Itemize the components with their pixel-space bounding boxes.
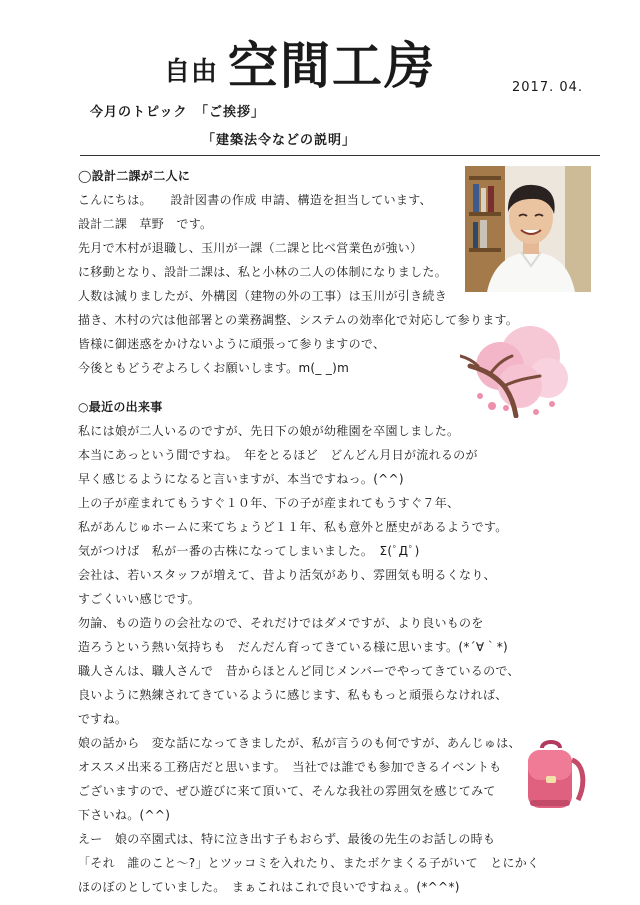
issue-date: 2017. 04. [512,80,584,95]
school-backpack-illustration [520,738,590,816]
cherry-blossom-illustration [460,326,568,418]
staff-photo [465,166,591,292]
paragraph-line: こんにちは。 設計図書の作成 申請、構造を担当しています、 [78,193,432,207]
paragraph-line: 私には娘が二人いるのですが、先日下の娘が幼稚園を卒園しました。 [78,424,460,438]
section-recent-events [78,395,539,899]
title-big: 空間工房 [228,37,437,95]
paragraph-line: 気がつけば 私が一番の古株になってしまいました。 Σ(ﾟДﾟ) [78,544,420,558]
title-small: 自由 [164,57,219,87]
paragraph-line: に移動となり、設計二課は、私と小林の二人の体制になりました。 [78,265,448,279]
paragraph-line: 人数は減りましたが、外構図（建物の外の工事）は玉川が引き続き [78,289,448,303]
paragraph-line: 造ろうという熱い気持ちも だんだん育ってきている様に思います。(*´∀｀*) [78,640,509,654]
paragraph-line: ございますので、ぜひ遊びに来て頂いて、そんな我社の雰囲気を感じてみて [78,784,496,798]
paragraph-line: オススメ出来る工務店だと思います。 当社では誰でも参加できるイベントも [78,760,502,774]
paragraph-line: 本当にあっという間ですね。 年をとるほど どんどん月日が流れるのが [78,448,478,462]
paragraph-line: 下さいね。(^^) [78,808,171,822]
paragraph-line: 「それ 誰のこと～?」とツッコミを入れたり、またボケまくる子がいて とにかく [78,856,540,870]
section-heading: ○最近の出来事 [78,400,163,414]
paragraph-line: すごくいい感じです。 [78,592,201,606]
header-divider [80,155,600,156]
paragraph-line: 職人さんは、職人さんで 昔からほとんど同じメンバーでやってきているので、 [78,664,520,678]
paragraph-line: えー 娘の卒園式は、特に泣き出す子もおらず、最後の先生のお話しの時も [78,832,496,846]
paragraph-line: 今後ともどうぞよろしくお願いします。m(_ _)m [78,361,350,375]
paragraph-line: 良いように熟練されてきているように感じます、私ももっと頑張らなければ、 [78,688,508,702]
paragraph-line: 勿論、もの造りの会社なので、それだけではダメですが、より良いものを [78,616,484,630]
paragraph-line: 会社は、若いスタッフが増えて、昔より活気があり、雰囲気も明るくなり、 [78,568,496,582]
paragraph-line: ほのぼのとしていました。 まぁこれはこれで良いですねぇ。(*^^*) [78,880,460,894]
paragraph-line: 娘の話から 変な話になってきましたが、私が言うのも何ですが、あんじゅは、 [78,736,521,750]
paragraph-line: ですね。 [78,712,128,726]
paragraph-line: 私があんじゅホームに来てちょうど１１年、私も意外と歴史があるようです。 [78,520,508,534]
section-design-team [78,164,518,380]
topic-line-1: 今月のトピック 「ご挨拶」 [90,105,265,120]
paragraph-line: 先月で木村が退職し、玉川が一課（二課と比べ営業色が強い） [78,241,423,255]
paragraph-line: 上の子が産まれてもうすぐ１０年、下の子が産まれてもうすぐ７年、 [78,496,460,510]
paragraph-line: 設計二課 草野 です。 [78,217,213,231]
section-heading: ◯設計二課が二人に [78,169,191,183]
topic-line-2: 「建築法令などの説明」 [202,133,357,148]
newsletter-title [164,34,436,94]
paragraph-line: 描き、木村の穴は他部署との業務調整、システムの効率化で対応して参ります。 [78,313,519,327]
paragraph-line: 早く感じるようになると言いますが、本当ですねっ。(^^) [78,472,404,486]
paragraph-line: 皆様に御迷惑をかけないように頑張って参りますので、 [78,337,386,351]
